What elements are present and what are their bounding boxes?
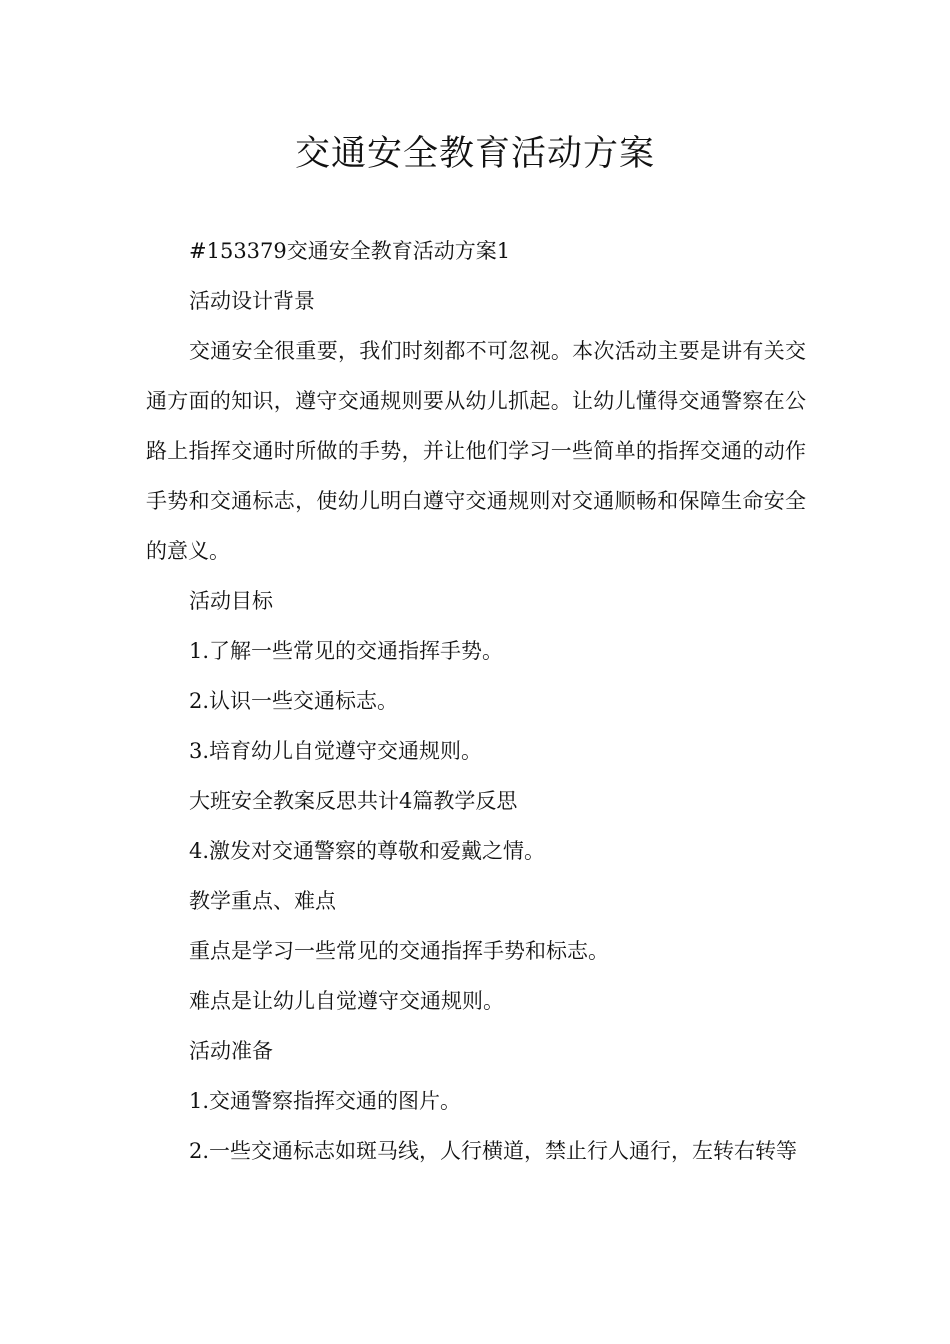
heading-activity-goals: 活动目标 xyxy=(189,589,273,613)
paragraph-difficult-point: 难点是让幼儿自觉遵守交通规则。 xyxy=(189,989,504,1013)
document-title: 交通安全教育活动方案 xyxy=(294,134,655,174)
preparation-item-1: 1.交通警察指挥交通的图片。 xyxy=(189,1089,462,1113)
goal-item-1: 1.了解一些常见的交通指挥手势。 xyxy=(189,639,504,663)
paragraph-key-point: 重点是学习一些常见的交通指挥手势和标志。 xyxy=(189,939,609,963)
preparation-item-2: 2.一些交通标志如斑马线，人行横道，禁止行人通行，左转右转等 xyxy=(189,1139,798,1163)
heading-design-background: 活动设计背景 xyxy=(189,289,315,313)
heading-key-points: 教学重点、难点 xyxy=(189,889,336,913)
paragraph-background-text: 交通安全很重要，我们时刻都不可忽视。本次活动主要是讲有关交通方面的知识，遵守交通规则要从幼儿抓起。让幼儿懂得交通警察在公路上指挥交通时所做的手势，并让他们学习一些简单的指挥交通的动作手势和交通标志，使幼儿明白遵守交通规则对交通顺畅和保障生命安全的意义。 xyxy=(146,339,806,563)
goal-item-2: 2.认识一些交通标志。 xyxy=(189,689,399,713)
heading-preparation: 活动准备 xyxy=(189,1039,273,1063)
goal-item-3: 3.培育幼儿自觉遵守交通规则。 xyxy=(189,739,483,763)
goal-item-4: 4.激发对交通警察的尊敬和爱戴之情。 xyxy=(189,839,546,863)
document-body xyxy=(146,226,806,1176)
paragraph-inserted-note: 大班安全教案反思共计4篇教学反思 xyxy=(189,789,518,813)
paragraph-doc-id: #153379交通安全教育活动方案1 xyxy=(189,239,511,263)
